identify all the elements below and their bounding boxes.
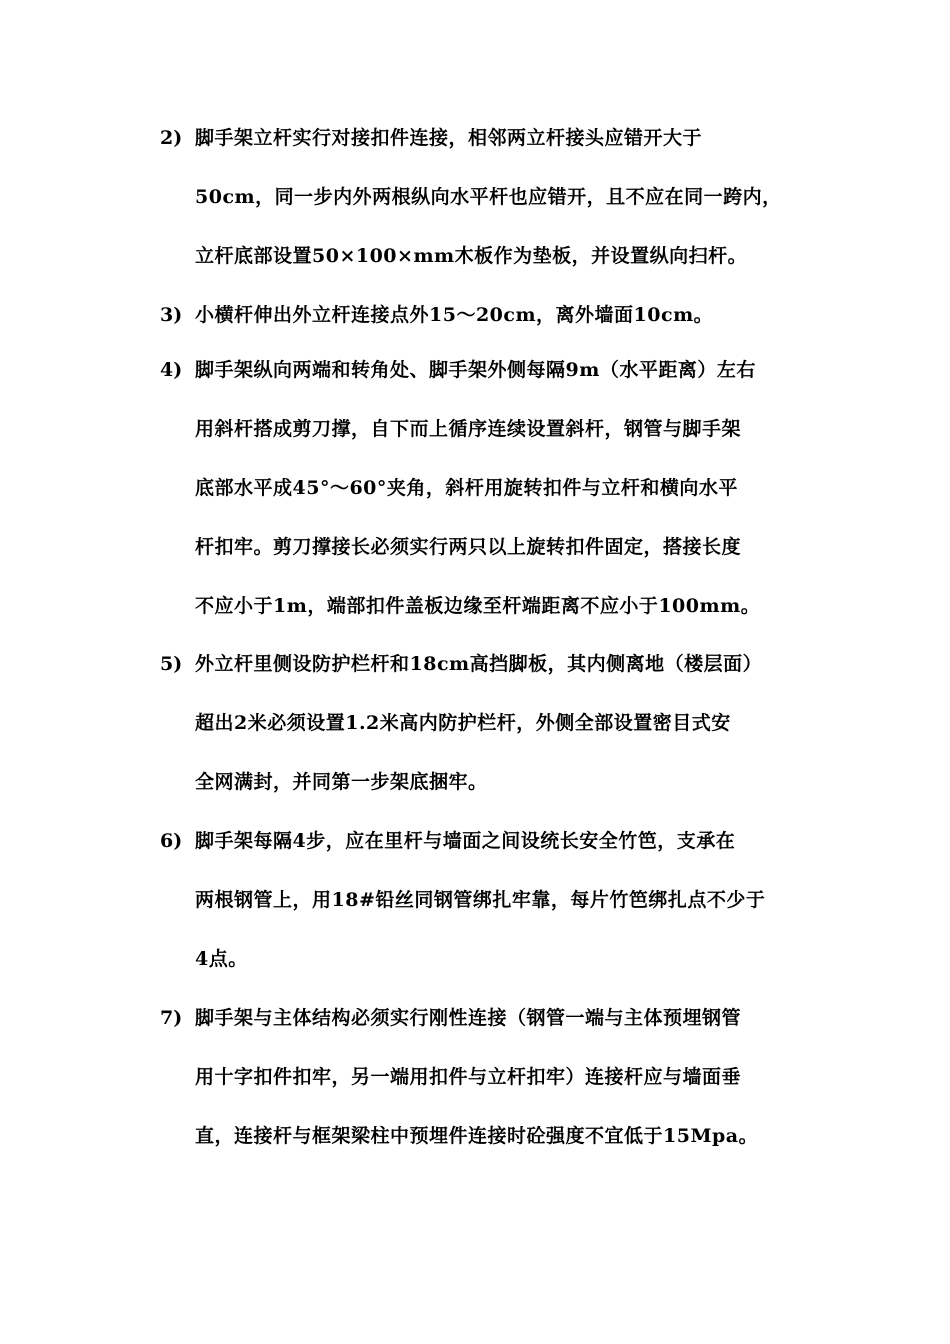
text-line: 脚手架与主体结构必须实行刚性连接（钢管一端与主体预埋钢管 <box>195 1007 742 1029</box>
item-number: 7) <box>160 1007 183 1029</box>
list-item-4 <box>160 356 860 621</box>
text-line: 4点。 <box>195 948 248 970</box>
text-line: 50cm，同一步内外两根纵向水平杆也应错开，且不应在同一跨内， <box>195 186 782 208</box>
item-number: 5) <box>160 653 183 675</box>
item-number: 2) <box>160 127 183 149</box>
item-number: 4) <box>160 359 183 381</box>
text-line: 直，连接杆与框架梁柱中预埋件连接时砼强度不宜低于15Mpa。 <box>195 1125 759 1147</box>
text-line: 小横杆伸出外立杆连接点外15～20cm，离外墙面10cm。 <box>195 304 714 326</box>
item-number: 6) <box>160 830 183 852</box>
item-text <box>195 356 860 621</box>
text-line: 脚手架立杆实行对接扣件连接，相邻两立杆接头应错开大于 <box>195 127 703 149</box>
list-item-2 <box>160 124 860 271</box>
item-text <box>195 827 860 974</box>
text-line: 用斜杆搭成剪刀撑，自下而上循序连续设置斜杆，钢管与脚手架 <box>195 418 742 440</box>
list-item-3 <box>160 301 860 330</box>
text-line: 两根钢管上，用18#铅丝同钢管绑扎牢靠，每片竹笆绑扎点不少于 <box>195 889 766 911</box>
list-item-7 <box>160 1004 860 1151</box>
text-line: 立杆底部设置50×100×mm木板作为垫板，并设置纵向扫杆。 <box>195 245 748 267</box>
text-line: 底部水平成45°～60°夹角，斜杆用旋转扣件与立杆和横向水平 <box>195 477 738 499</box>
item-number: 3) <box>160 304 183 326</box>
list-item-6 <box>160 827 860 974</box>
text-line: 外立杆里侧设防护栏杆和18cm高挡脚板，其内侧离地（楼层面） <box>195 653 763 675</box>
text-line: 用十字扣件扣牢，另一端用扣件与立杆扣牢）连接杆应与墙面垂 <box>195 1066 742 1088</box>
text-line: 不应小于1m，端部扣件盖板边缘至杆端距离不应小于100mm。 <box>195 595 761 617</box>
item-text <box>195 650 860 797</box>
text-line: 全网满封，并同第一步架底捆牢。 <box>195 771 488 793</box>
text-line: 脚手架每隔4步，应在里杆与墙面之间设统长安全竹笆，支承在 <box>195 830 736 852</box>
list-item-5 <box>160 650 860 797</box>
item-text <box>195 301 860 330</box>
item-text <box>195 1004 860 1151</box>
text-line: 超出2米必须设置1.2米高内防护栏杆，外侧全部设置密目式安 <box>195 712 731 734</box>
item-text <box>195 124 860 271</box>
text-line: 杆扣牢。剪刀撑接长必须实行两只以上旋转扣件固定，搭接长度 <box>195 536 742 558</box>
text-line: 脚手架纵向两端和转角处、脚手架外侧每隔9m（水平距离）左右 <box>195 359 756 381</box>
